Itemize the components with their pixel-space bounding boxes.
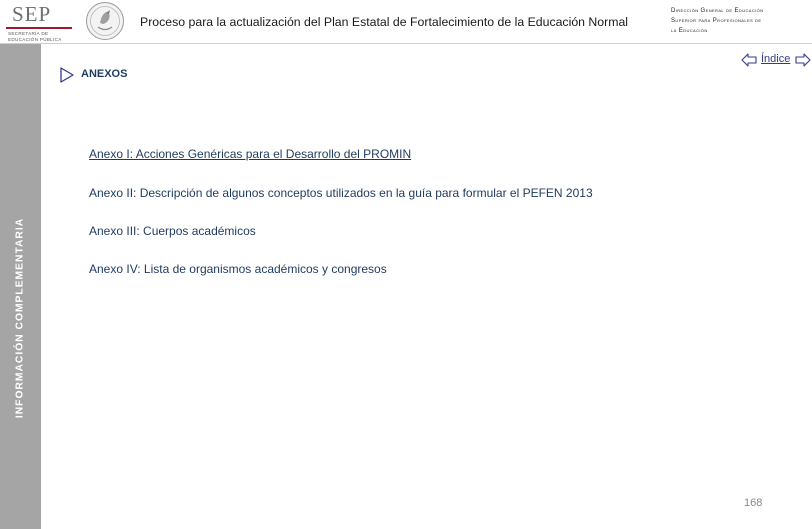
agency-name-line-1: Dirección General de Educación bbox=[671, 8, 764, 14]
document-title: Proceso para la actualización del Plan Estatal de Fortalecimiento de la Educación Normal bbox=[140, 15, 629, 29]
sep-logo-text: SEP bbox=[12, 2, 52, 26]
index-link[interactable]: Índice bbox=[761, 53, 791, 65]
annex-link-4[interactable]: Anexo IV: Lista de organismos académicos y congresos bbox=[89, 262, 387, 276]
sep-logo-subtitle-1: SECRETARÍA DE bbox=[8, 31, 49, 36]
header-divider bbox=[0, 43, 812, 44]
annex-link-2[interactable]: Anexo II: Descripción de algunos conceptos utilizados en la guía para formular el PEFEN 2013 bbox=[89, 186, 593, 200]
arrow-right-outline-icon[interactable] bbox=[795, 53, 811, 67]
annex-link-3[interactable]: Anexo III: Cuerpos académicos bbox=[89, 224, 256, 238]
agency-name-line-3: la Educación bbox=[671, 28, 708, 34]
agency-name bbox=[671, 6, 806, 36]
sep-logo-bar bbox=[6, 27, 72, 29]
section-title: ANEXOS bbox=[81, 68, 128, 80]
agency-name-line-2: Superior para Profesionales de bbox=[671, 18, 762, 24]
sidebar-label: INFORMACIÓN COMPLEMENTARIA bbox=[14, 217, 26, 419]
triangle-right-outline-icon bbox=[58, 66, 76, 84]
page-header bbox=[0, 0, 812, 44]
sep-logo-subtitle-2: EDUCACIÓN PÚBLICA bbox=[8, 37, 62, 42]
page-number: 168 bbox=[744, 497, 763, 509]
arrow-left-outline-icon[interactable] bbox=[741, 53, 757, 67]
mexico-coat-of-arms-seal-icon bbox=[85, 1, 125, 41]
annex-link-1[interactable]: Anexo I: Acciones Genéricas para el Desarrollo del PROMIN bbox=[89, 147, 412, 161]
sidebar bbox=[0, 44, 41, 529]
sep-logo bbox=[0, 0, 78, 44]
